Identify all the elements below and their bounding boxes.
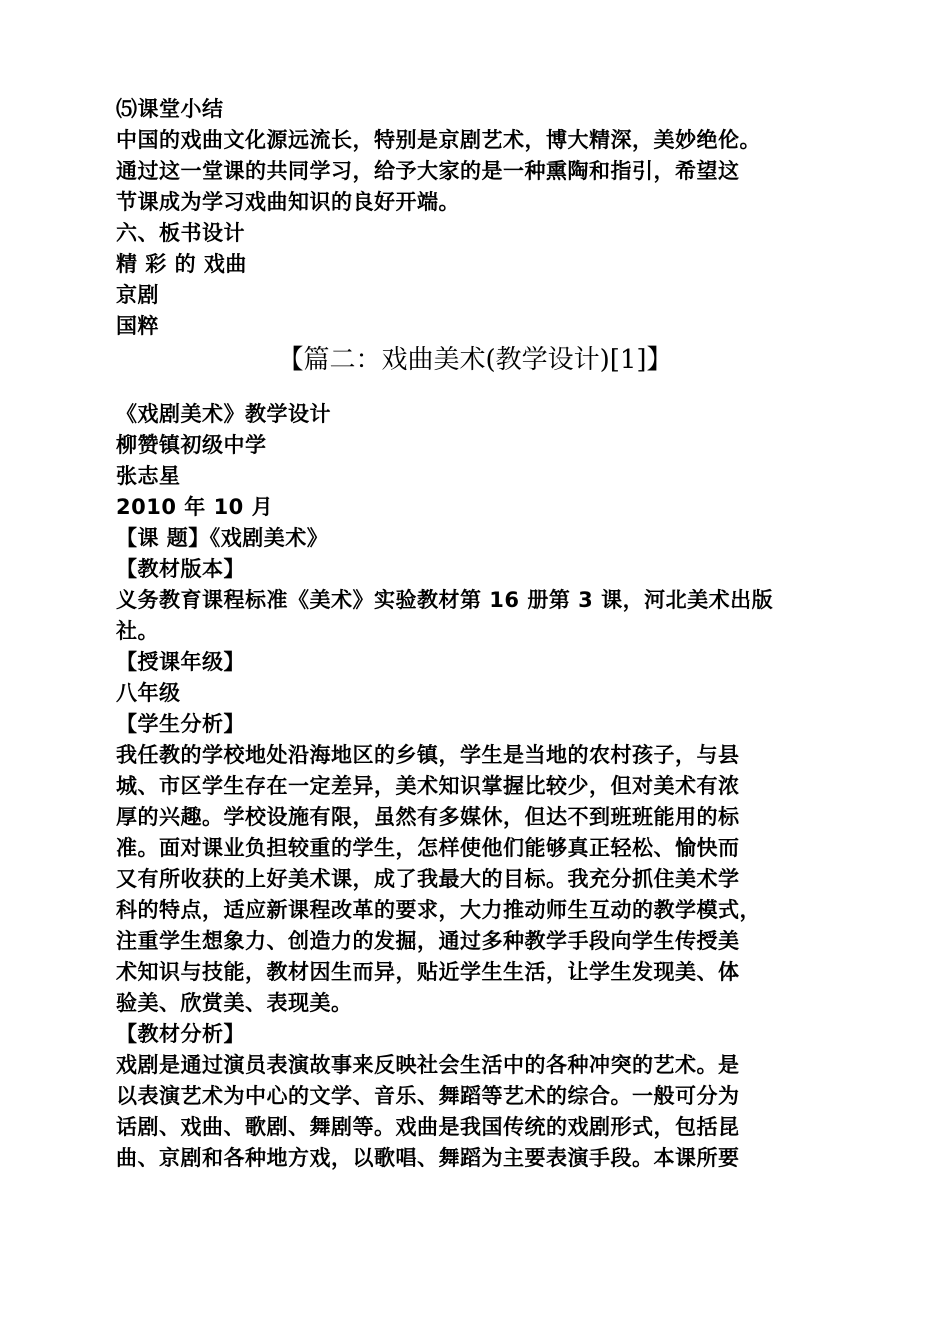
body-line: 戏剧是通过演员表演故事来反映社会生活中的各种冲突的艺术。是: [116, 1053, 740, 1077]
board-line: 京剧: [116, 283, 159, 307]
body-line: 【课 题】《戏剧美术》: [116, 526, 329, 550]
summary-line: 节课成为学习戏曲知识的良好开端。: [116, 190, 460, 214]
body-line: 曲、京剧和各种地方戏，以歌唱、舞蹈为主要表演手段。本课所要: [116, 1146, 740, 1170]
body-line: 以表演艺术为中心的文学、音乐、舞蹈等艺术的综合。一般可分为: [116, 1084, 740, 1108]
body-line: 【学生分析】: [116, 712, 245, 736]
board-line: 国粹: [116, 314, 159, 338]
body-line: 我任教的学校地处沿海地区的乡镇，学生是当地的农村孩子，与县: [116, 743, 740, 767]
article-title: 【篇二：戏曲美术(教学设计)[1]】: [277, 345, 673, 375]
body-line: 城、市区学生存在一定差异，美术知识掌握比较少，但对美术有浓: [116, 774, 740, 798]
summary-heading: ⑸课堂小结: [116, 97, 224, 121]
summary-line: 中国的戏曲文化源远流长，特别是京剧艺术，博大精深，美妙绝伦。: [116, 128, 761, 152]
summary-line: 通过这一堂课的共同学习，给予大家的是一种熏陶和指引，希望这: [116, 159, 740, 183]
body-line: 【教材版本】: [116, 557, 245, 581]
body-line: 又有所收获的上好美术课，成了我最大的目标。我充分抓住美术学: [116, 867, 740, 891]
body-line: 厚的兴趣。学校设施有限，虽然有多媒休，但达不到班班能用的标: [116, 805, 740, 829]
body-line: 柳赞镇初级中学: [116, 433, 267, 457]
body-line: 【教材分析】: [116, 1022, 245, 1046]
body-line: 义务教育课程标准《美术》实验教材第 16 册第 3 课，河北美术出版: [116, 588, 774, 612]
body-line: 科的特点，适应新课程改革的要求，大力推动师生互动的教学模式，: [116, 898, 761, 922]
body-line: 术知识与技能，教材因生而异，贴近学生生活，让学生发现美、体: [116, 960, 740, 984]
body-line: 话剧、戏曲、歌剧、舞剧等。戏曲是我国传统的戏剧形式，包括昆: [116, 1115, 740, 1139]
body-line: 张志星: [116, 464, 181, 488]
body-line: 社。: [116, 619, 159, 643]
board-heading: 六、板书设计: [116, 221, 245, 245]
body-line: 八年级: [116, 681, 181, 705]
body-line: 2010 年 10 月: [116, 495, 274, 519]
body-line: 【授课年级】: [116, 650, 245, 674]
board-line: 精 彩 的 戏曲: [116, 252, 247, 276]
body-line: 准。面对课业负担较重的学生，怎样使他们能够真正轻松、愉快而: [116, 836, 740, 860]
body-line: 《戏剧美术》教学设计: [116, 402, 331, 426]
body-line: 验美、欣赏美、表现美。: [116, 991, 353, 1015]
body-line: 注重学生想象力、创造力的发掘，通过多种教学手段向学生传授美: [116, 929, 740, 953]
